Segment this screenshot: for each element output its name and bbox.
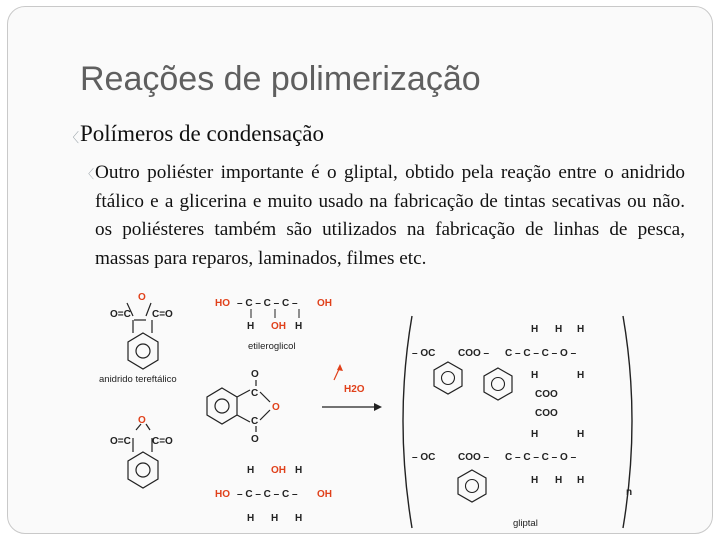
svg-text:H: H [577,324,585,335]
bullet-icon: 〈 [66,130,80,145]
svg-text:H: H [247,465,255,476]
svg-text:H: H [555,324,563,335]
phthalate-molecule-middle [207,380,270,432]
svg-text:– C – C – C –: – C – C – C – [237,298,298,309]
svg-text:OH: OH [271,465,286,476]
carbonyl-right-label: C=O [152,309,173,320]
svg-text:C: C [251,388,259,399]
anhydride-molecule-bottom [128,424,158,488]
svg-text:– OC: – OC [412,452,436,463]
svg-text:C=O: C=O [152,436,173,447]
svg-text:– OC: – OC [412,348,436,359]
svg-text:– C – C – C –: – C – C – C – [237,489,298,500]
svg-text:C – C – C – O –: C – C – C – O – [505,452,577,463]
svg-text:O: O [138,415,146,426]
svg-text:H: H [531,370,539,381]
svg-text:OH: OH [271,321,286,332]
svg-text:C – C – C – O –: C – C – C – O – [505,348,577,359]
svg-text:O=C: O=C [110,436,131,447]
svg-text:H: H [555,475,563,486]
label-water: H2O [344,384,365,395]
label-etilenoglicol: etileroglicol [248,341,296,352]
svg-text:H: H [531,429,539,440]
label-anidrido: anidrido tereftálico [99,374,177,385]
svg-text:OH: OH [317,489,332,500]
svg-text:O: O [272,402,280,413]
svg-text:H: H [295,321,303,332]
gliptal-polymer [403,316,632,528]
body-paragraph: Outro poliéster importante é o gliptal, obtido pela reação entre o anidrido ftálico e a glicerina e muito usado na fabricação de tintas secativas ou não. os poliésteres também são utilizados na fabricação de linhas de pesca, massas para reparos, laminados, filmes etc. [95,162,685,269]
label-gliptal: gliptal [513,518,538,529]
svg-text:HO: HO [215,298,230,309]
oxygen-atom-label: O [138,292,146,303]
svg-text:COO –: COO – [458,348,490,359]
svg-text:COO: COO [535,389,558,400]
svg-text:COO –: COO – [458,452,490,463]
svg-text:H: H [577,370,585,381]
svg-text:C: C [251,416,259,427]
svg-text:H: H [247,321,255,332]
svg-text:H: H [531,324,539,335]
svg-text:COO: COO [535,408,558,419]
carbonyl-left-label: O=C [110,309,131,320]
slide-title: Reações de polimerização [80,60,481,98]
svg-text:H: H [577,475,585,486]
svg-text:H: H [295,513,303,524]
svg-text:H: H [577,429,585,440]
svg-text:O: O [251,434,259,445]
svg-text:H: H [271,513,279,524]
svg-text:O: O [251,369,259,380]
svg-text:H: H [531,475,539,486]
bullet-icon: 〈 [82,167,95,181]
label-n: n [626,487,633,498]
svg-text:HO: HO [215,489,230,500]
subtitle: Polímeros de condensação [80,121,324,146]
svg-text:H: H [247,513,255,524]
svg-text:OH: OH [317,298,332,309]
svg-text:H: H [295,465,303,476]
glycol-molecule-top [215,298,332,332]
glycerol-molecule-bottom [215,465,332,524]
